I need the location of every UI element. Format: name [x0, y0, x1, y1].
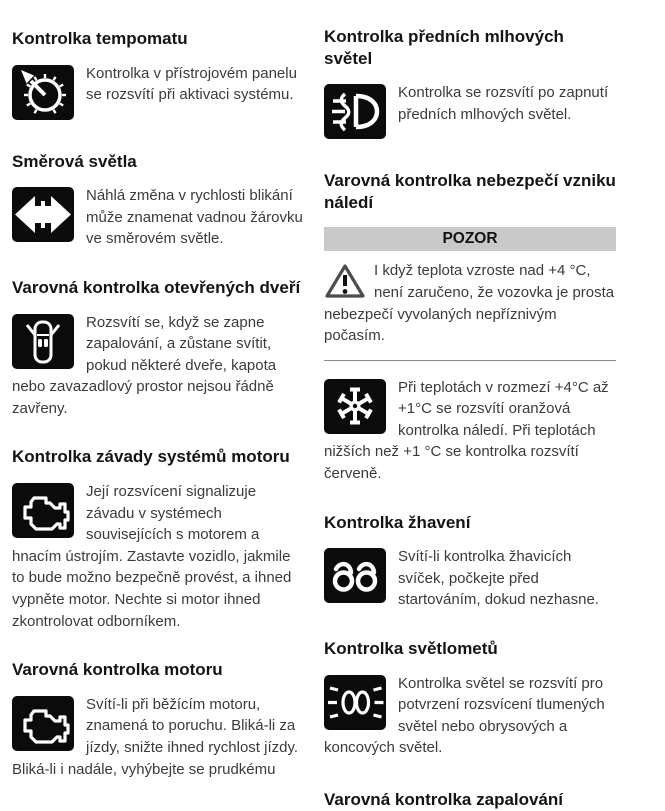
headlights-icon — [324, 675, 386, 730]
indicator-description: Svítí-li při běžícím motoru, znamená to poruchu. Bliká-li za jízdy, snižte ihned rychlost jízdy. Bliká-li i nadále, vyhýbejte se prudkému — [12, 695, 299, 778]
indicator-item-cruise-control — [12, 63, 304, 124]
indicator-item-headlights — [324, 673, 616, 759]
section-heading-cruise-control: Kontrolka tempomatu — [12, 29, 188, 48]
indicator-item-ice — [324, 377, 616, 485]
indicator-item-engine-warning — [12, 694, 304, 780]
section-heading-engine-warning: Varovná kontrolka motoru — [12, 660, 223, 680]
section-heading-ice-warning: Varovná kontrolka nebezpečí vzniku náledí — [324, 171, 616, 212]
indicator-description: Její rozsvícení signalizuje závadu v systémech souvisejících s motorem a hnacím ústrojím. Zastavte vozidlo, jakmile to bude možno bezpečně provést, a ihned vypněte motor. Nechte si motor ihned zkontrolovat odborníkem. — [12, 483, 292, 630]
warning-triangle-icon — [324, 262, 366, 300]
section-heading-engine-malfunction: Kontrolka závady systémů motoru — [12, 447, 290, 467]
indicator-description: Svítí-li kontrolka žhavicích svíček, počkejte před startováním, dokud nezhasne. — [398, 548, 599, 609]
indicator-description: Kontrolka se rozsvítí po zapnutí předních mlhových světel. — [398, 84, 609, 123]
indicator-item-engine-malfunction — [12, 481, 304, 632]
caution-bar-label: POZOR — [324, 227, 616, 251]
cruise-control-icon — [12, 65, 74, 120]
section-heading-headlights: Kontrolka světlometů — [324, 639, 498, 659]
caution-text: I když teplota vzroste nad +4 °C, není zaručeno, že vozovka je prosta nebezpečí vyvolaných nepříznivým počasím. — [324, 262, 615, 345]
section-heading-glow-plug: Kontrolka žhavení — [324, 512, 471, 532]
door-open-icon — [12, 314, 74, 369]
section-heading-front-fog-lights: Kontrolka předních mlhových světel — [324, 27, 564, 68]
engine-warning-icon — [12, 696, 74, 751]
indicator-description: Náhlá změna v rychlosti blikání může znamenat vadnou žárovku ve směrovém světle. — [86, 187, 303, 248]
indicator-item-glow-plug — [324, 546, 616, 611]
section-heading-ignition-warning: Varovná kontrolka zapalování — [324, 789, 564, 809]
indicator-description: Kontrolka světel se rozsvítí pro potvrzení rozsvícení tlumených světel nebo obrysových a koncových světel. — [324, 674, 605, 757]
front-fog-lights-icon — [324, 84, 386, 139]
caution-body — [324, 260, 616, 346]
indicator-item-door-open — [12, 312, 304, 420]
left-column — [12, 0, 304, 780]
indicator-description: Rozsvítí se, když se zapne zapalování, a zůstane svítit, pokud některé dveře, kapota nebo zavazadlový prostor nejsou řádně zavřeny. — [12, 313, 277, 417]
glow-plug-icon — [324, 548, 386, 603]
engine-malfunction-icon — [12, 483, 74, 538]
indicator-item-turn-signals — [12, 185, 304, 250]
indicator-description: Kontrolka v přístrojovém panelu se rozsvítí při aktivaci systému. — [86, 64, 297, 104]
right-column — [324, 0, 616, 811]
indicator-item-front-fog-lights — [324, 82, 616, 143]
indicator-description: Při teplotách v rozmezí +4°C až +1°C se rozsvítí oranžová kontrolka náledí. Při teplotách nižších než +1 °C se kontrolka rozsvítí červeně. — [324, 378, 609, 483]
snowflake-icon — [324, 379, 386, 434]
turn-signals-icon — [12, 187, 74, 242]
section-heading-door-open: Varovná kontrolka otevřených dveří — [12, 277, 301, 297]
section-heading-turn-signals: Směrová světla — [12, 151, 137, 171]
caution-box — [324, 227, 616, 360]
